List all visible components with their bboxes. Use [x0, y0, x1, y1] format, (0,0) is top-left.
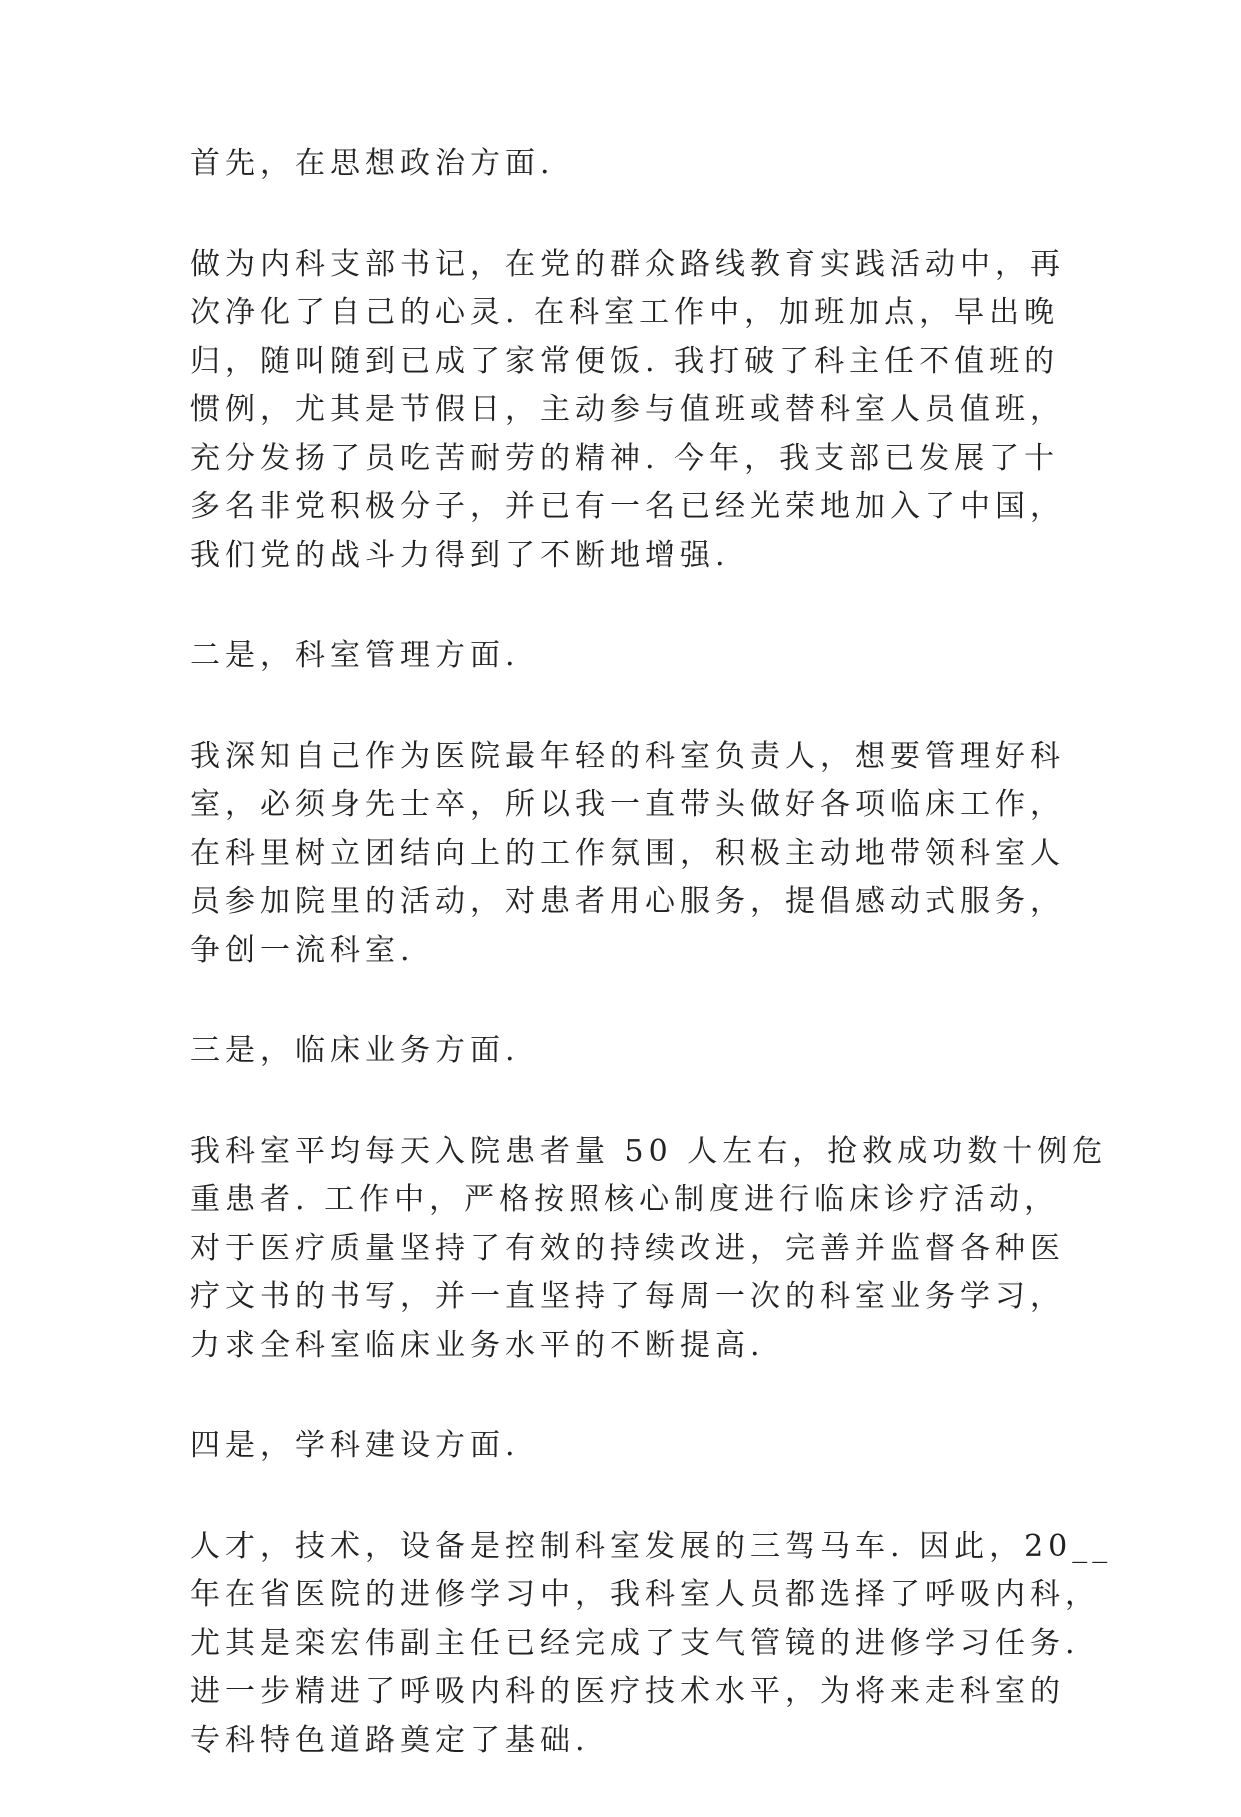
text-line: 四是，学科建设方面.: [190, 1428, 520, 1463]
text-line: 首先，在思想政治方面.: [190, 146, 555, 181]
text-line: 室，必须身先士卒，所以我一直带头做好各项临床工作，: [190, 787, 1065, 822]
text-line: 重患者. 工作中，严格按照核心制度进行临床诊疗活动，: [190, 1182, 1060, 1217]
text-line: 争创一流科室.: [190, 932, 415, 968]
section-heading-ideology: [190, 140, 1050, 189]
text-line: 进一步精进了呼吸内科的医疗技术水平，为将来走科室的: [190, 1674, 1065, 1709]
text-line: 我科室平均每天入院患者量 50 人左右，抢救成功数十例危: [190, 1133, 1108, 1169]
text-line: 力求全科室临床业务水平的不断提高.: [190, 1327, 765, 1363]
paragraph-clinical: [190, 1128, 1108, 1371]
section-heading-management: [190, 632, 1050, 681]
text-line: 年在省医院的进修学习中，我科室人员都选择了呼吸内科，: [190, 1577, 1100, 1612]
document-body: [190, 140, 1113, 1817]
text-line: 次净化了自己的心灵. 在科室工作中，加班加点，早出晚: [190, 295, 1060, 330]
text-line: 二是，科室管理方面.: [190, 638, 520, 673]
paragraph-discipline: [190, 1523, 1113, 1766]
text-line: 多名非党积极分子，并已有一名已经光荣地加入了中国，: [190, 489, 1065, 524]
text-line: 对于医疗质量坚持了有效的持续改进，完善并监督各种医: [190, 1230, 1065, 1266]
paragraph-ideology: [190, 241, 1065, 581]
text-line: 惯例，尤其是节假日，主动参与值班或替科室人员值班，: [190, 392, 1065, 427]
text-line: 我们党的战斗力得到了不断地增强.: [190, 537, 730, 573]
text-line: 专科特色道路奠定了基础.: [190, 1722, 590, 1758]
section-heading-discipline: [190, 1422, 1050, 1471]
text-line: 在科里树立团结向上的工作氛围，积极主动地带领科室人: [190, 835, 1065, 871]
text-line: 充分发扬了员吃苦耐劳的精神. 今年，我支部已发展了十: [190, 440, 1060, 476]
text-line: 人才，技术，设备是控制科室发展的三驾马车. 因此，20__: [190, 1528, 1113, 1564]
text-line: 三是，临床业务方面.: [190, 1033, 520, 1068]
section-heading-clinical: [190, 1027, 1050, 1076]
paragraph-management: [190, 733, 1065, 976]
text-line: 做为内科支部书记，在党的群众路线教育实践活动中，再: [190, 246, 1065, 282]
text-line: 尤其是栾宏伟副主任已经完成了支气管镜的进修学习任务.: [190, 1625, 1080, 1661]
text-line: 员参加院里的活动，对患者用心服务，提倡感动式服务，: [190, 884, 1065, 919]
text-line: 归，随叫随到已成了家常便饭. 我打破了科主任不值班的: [190, 343, 1060, 379]
text-line: 疗文书的书写，并一直坚持了每周一次的科室业务学习，: [190, 1279, 1065, 1314]
text-line: 我深知自己作为医院最年轻的科室负责人，想要管理好科: [190, 738, 1065, 774]
